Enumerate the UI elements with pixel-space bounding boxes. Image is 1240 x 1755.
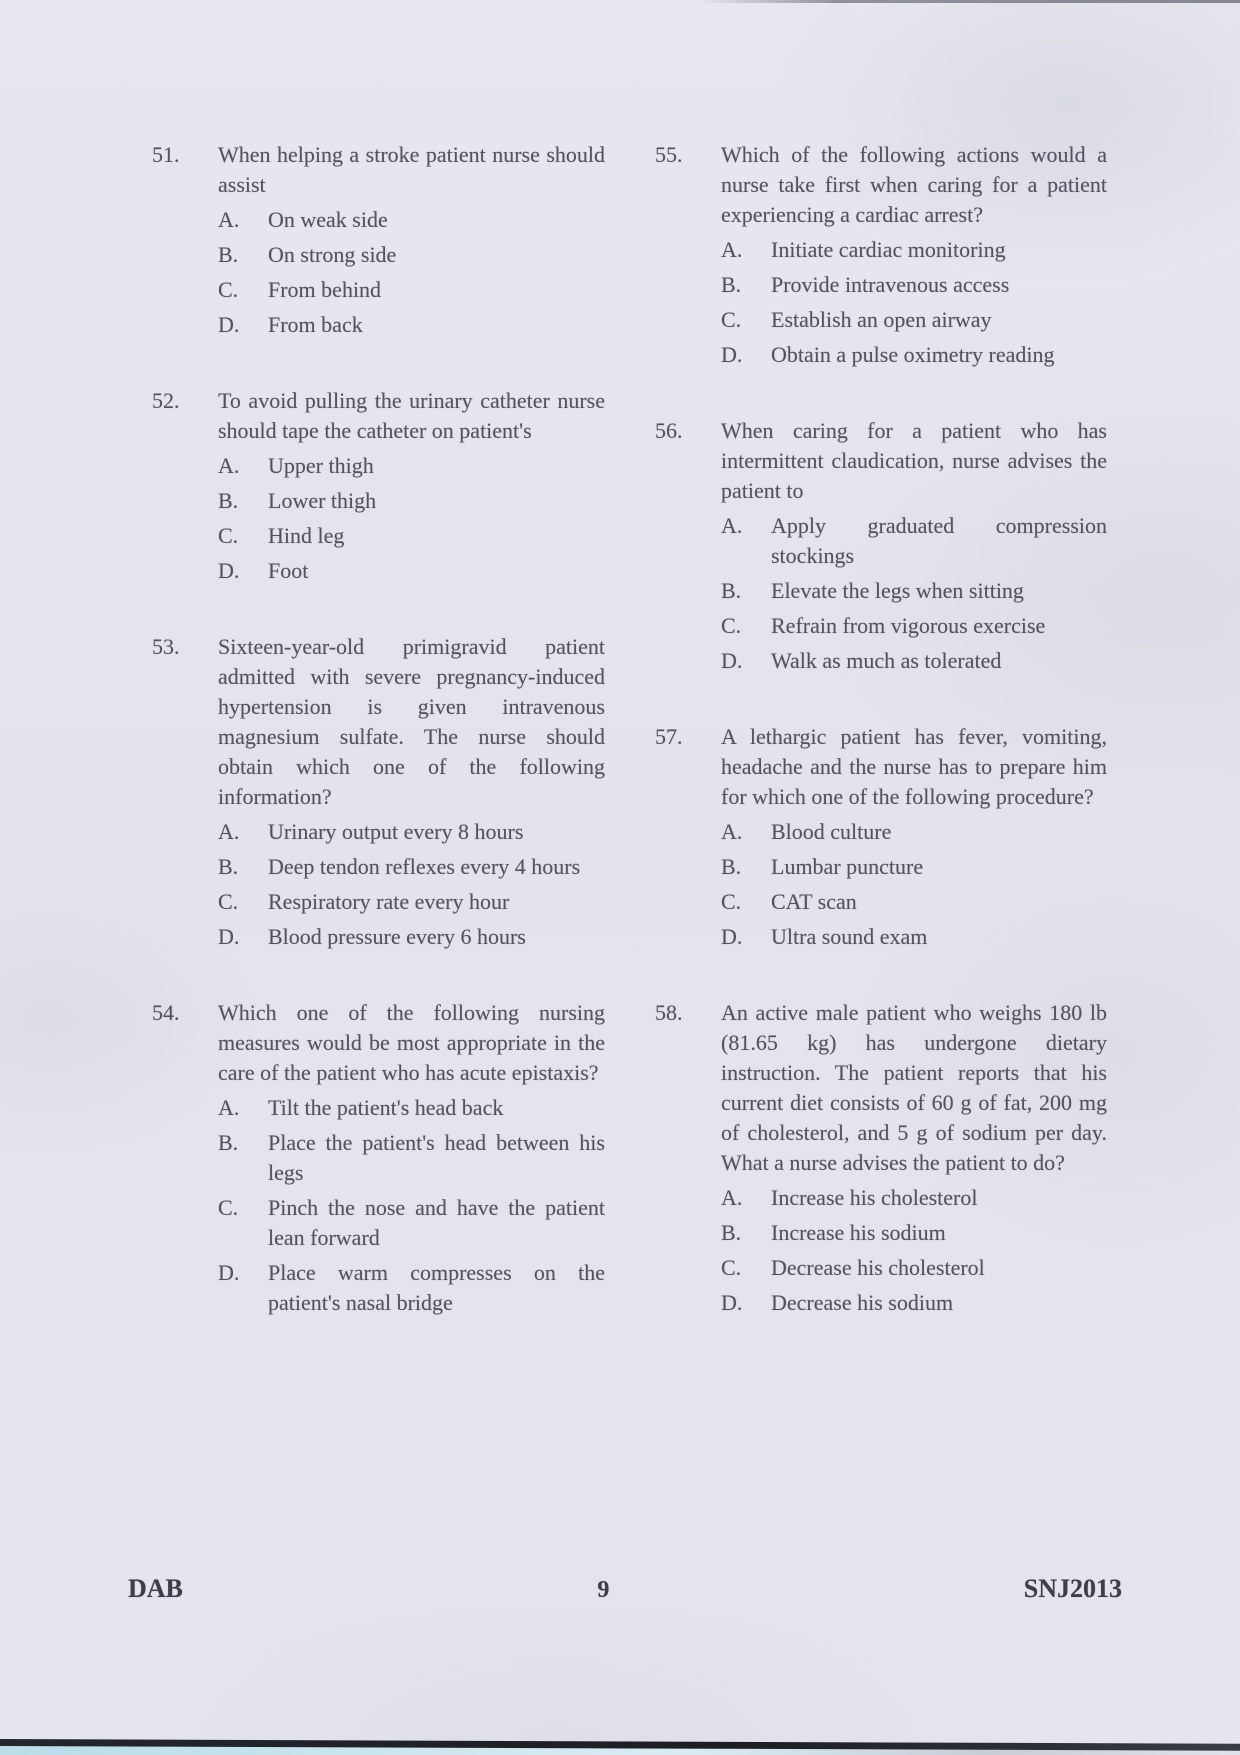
option-text: On strong side bbox=[268, 242, 397, 267]
option-row bbox=[721, 511, 1107, 571]
question-text: Sixteen-year-old primigravid patient admitted with severe pregnancy-induced hypertension is given intravenous magnesium sulfate. The nurse should obtain which one of the following information? bbox=[218, 634, 605, 809]
option-text: Blood culture bbox=[771, 819, 892, 844]
option-letter: B. bbox=[721, 854, 742, 879]
options-list bbox=[721, 511, 1107, 676]
option-letter: B. bbox=[218, 1130, 239, 1155]
option-letter: A. bbox=[218, 819, 240, 844]
option-text: Upper thigh bbox=[268, 453, 374, 478]
question-block bbox=[655, 722, 1107, 952]
option-row bbox=[218, 310, 605, 340]
option-row bbox=[218, 817, 605, 847]
question-block bbox=[655, 416, 1107, 676]
page-number: 9 bbox=[597, 1577, 610, 1603]
option-letter: C. bbox=[721, 307, 742, 332]
option-letter: A. bbox=[721, 819, 743, 844]
question-number: 56. bbox=[655, 418, 683, 443]
question-block bbox=[152, 632, 605, 952]
option-letter: B. bbox=[721, 272, 742, 297]
option-row bbox=[218, 887, 605, 917]
options-list bbox=[218, 817, 605, 952]
option-row bbox=[721, 887, 1107, 917]
option-row bbox=[218, 521, 605, 551]
option-row bbox=[721, 1288, 1107, 1318]
option-letter: C. bbox=[721, 613, 742, 638]
option-row bbox=[721, 235, 1107, 265]
option-text: Urinary output every 8 hours bbox=[268, 819, 524, 844]
option-text: Lumbar puncture bbox=[771, 854, 924, 879]
question-column-right bbox=[655, 140, 1107, 1364]
option-text: Initiate cardiac monitoring bbox=[771, 237, 1006, 262]
option-row bbox=[721, 817, 1107, 847]
option-letter: D. bbox=[218, 924, 240, 949]
question-text: When helping a stroke patient nurse should assist bbox=[218, 142, 605, 197]
question-text: To avoid pulling the urinary catheter nurse should tape the catheter on patient's bbox=[218, 388, 605, 443]
option-letter: D. bbox=[721, 342, 743, 367]
option-row bbox=[721, 611, 1107, 641]
options-list bbox=[218, 1093, 605, 1318]
option-row bbox=[721, 340, 1107, 370]
option-row bbox=[218, 205, 605, 235]
option-text: Decrease his cholesterol bbox=[771, 1255, 985, 1280]
question-text: A lethargic patient has fever, vomiting, headache and the nurse has to prepare him for which one of the following procedure? bbox=[721, 724, 1107, 809]
option-text: Increase his sodium bbox=[771, 1220, 946, 1245]
option-text: Deep tendon reflexes every 4 hours bbox=[268, 854, 581, 879]
option-row bbox=[721, 646, 1107, 676]
option-row bbox=[218, 486, 605, 516]
option-text: Provide intravenous access bbox=[771, 272, 1010, 297]
option-letter: B. bbox=[218, 242, 239, 267]
option-letter: A. bbox=[721, 237, 743, 262]
options-list bbox=[218, 451, 605, 586]
options-list bbox=[721, 817, 1107, 952]
option-text: Obtain a pulse oximetry reading bbox=[771, 342, 1055, 367]
option-row bbox=[721, 270, 1107, 300]
option-text: From back bbox=[268, 312, 363, 337]
option-letter: D. bbox=[721, 1290, 743, 1315]
question-number: 54. bbox=[152, 1000, 180, 1025]
scan-top-edge bbox=[700, 0, 1240, 3]
option-row bbox=[218, 1258, 605, 1318]
option-text: Refrain from vigorous exercise bbox=[771, 613, 1046, 638]
option-letter: D. bbox=[218, 558, 240, 583]
option-letter: A. bbox=[218, 1095, 240, 1120]
option-row bbox=[721, 922, 1107, 952]
option-letter: A. bbox=[218, 453, 240, 478]
option-row bbox=[218, 275, 605, 305]
option-letter: D. bbox=[218, 312, 240, 337]
option-letter: C. bbox=[218, 889, 239, 914]
question-number: 53. bbox=[152, 634, 180, 659]
option-text: Respiratory rate every hour bbox=[268, 889, 510, 914]
question-number: 55. bbox=[655, 142, 683, 167]
option-text: Blood pressure every 6 hours bbox=[268, 924, 526, 949]
option-letter: B. bbox=[218, 488, 239, 513]
option-letter: D. bbox=[721, 648, 743, 673]
option-letter: A. bbox=[721, 1185, 743, 1210]
option-row bbox=[218, 852, 605, 882]
option-text: Ultra sound exam bbox=[771, 924, 928, 949]
option-text: Pinch the nose and have the patient lean forward bbox=[268, 1195, 605, 1250]
option-row bbox=[218, 240, 605, 270]
question-block bbox=[152, 386, 605, 586]
question-block bbox=[152, 140, 605, 340]
options-list bbox=[218, 205, 605, 340]
option-letter: B. bbox=[218, 854, 239, 879]
footer-code-left: DAB bbox=[128, 1574, 183, 1603]
question-number: 51. bbox=[152, 142, 180, 167]
question-number: 58. bbox=[655, 1000, 683, 1025]
question-number: 52. bbox=[152, 388, 180, 413]
question-main bbox=[721, 416, 1107, 676]
option-row bbox=[721, 1253, 1107, 1283]
option-text: From behind bbox=[268, 277, 382, 302]
question-main bbox=[721, 998, 1107, 1318]
option-letter: A. bbox=[721, 513, 743, 538]
option-letter: C. bbox=[218, 1195, 239, 1220]
question-block bbox=[655, 998, 1107, 1318]
page-footer bbox=[128, 1574, 1122, 1604]
option-row bbox=[721, 576, 1107, 606]
option-text: On weak side bbox=[268, 207, 388, 232]
option-text: Decrease his sodium bbox=[771, 1290, 954, 1315]
option-letter: D. bbox=[218, 1260, 240, 1285]
option-row bbox=[218, 1093, 605, 1123]
option-letter: B. bbox=[721, 1220, 742, 1245]
option-text: Apply graduated compression stockings bbox=[771, 513, 1107, 568]
option-text: CAT scan bbox=[771, 889, 857, 914]
option-row bbox=[218, 922, 605, 952]
option-letter: A. bbox=[218, 207, 240, 232]
question-number: 57. bbox=[655, 724, 683, 749]
option-row bbox=[721, 852, 1107, 882]
option-row bbox=[721, 1183, 1107, 1213]
option-letter: C. bbox=[218, 277, 239, 302]
option-letter: C. bbox=[218, 523, 239, 548]
option-letter: C. bbox=[721, 889, 742, 914]
option-text: Increase his cholesterol bbox=[771, 1185, 978, 1210]
option-letter: C. bbox=[721, 1255, 742, 1280]
footer-code-right: SNJ2013 bbox=[1023, 1574, 1122, 1603]
option-text: Foot bbox=[268, 558, 309, 583]
question-block bbox=[655, 140, 1107, 370]
option-text: Establish an open airway bbox=[771, 307, 992, 332]
option-row bbox=[218, 451, 605, 481]
option-letter: D. bbox=[721, 924, 743, 949]
question-main bbox=[721, 140, 1107, 370]
question-main bbox=[218, 998, 605, 1318]
option-row bbox=[218, 1193, 605, 1253]
question-main bbox=[218, 632, 605, 952]
question-column-left bbox=[152, 140, 605, 1364]
option-letter: B. bbox=[721, 578, 742, 603]
option-text: Hind leg bbox=[268, 523, 345, 548]
option-text: Place the patient's head between his legs bbox=[268, 1130, 605, 1185]
option-text: Lower thigh bbox=[268, 488, 377, 513]
question-main bbox=[721, 722, 1107, 952]
question-block bbox=[152, 998, 605, 1318]
option-row bbox=[721, 1218, 1107, 1248]
options-list bbox=[721, 1183, 1107, 1318]
option-text: Walk as much as tolerated bbox=[771, 648, 1002, 673]
question-text: Which of the following actions would a nurse take first when caring for a patient experiencing a cardiac arrest? bbox=[721, 142, 1107, 227]
options-list bbox=[721, 235, 1107, 370]
option-text: Elevate the legs when sitting bbox=[771, 578, 1024, 603]
question-text: Which one of the following nursing measures would be most appropriate in the care of the patient who has acute epistaxis? bbox=[218, 1000, 605, 1085]
question-main bbox=[218, 140, 605, 340]
option-text: Tilt the patient's head back bbox=[268, 1095, 504, 1120]
option-row bbox=[218, 1128, 605, 1188]
question-text: When caring for a patient who has intermittent claudication, nurse advises the patient to bbox=[721, 418, 1107, 503]
question-text: An active male patient who weighs 180 lb (81.65 kg) has undergone dietary instruction. The patient reports that his current diet consists of 60 g of fat, 200 mg of cholesterol, and 5 g of sodium per day. What a nurse advises the patient to do? bbox=[721, 1000, 1107, 1175]
question-main bbox=[218, 386, 605, 586]
option-row bbox=[218, 556, 605, 586]
option-text: Place warm compresses on the patient's nasal bridge bbox=[268, 1260, 605, 1315]
option-row bbox=[721, 305, 1107, 335]
